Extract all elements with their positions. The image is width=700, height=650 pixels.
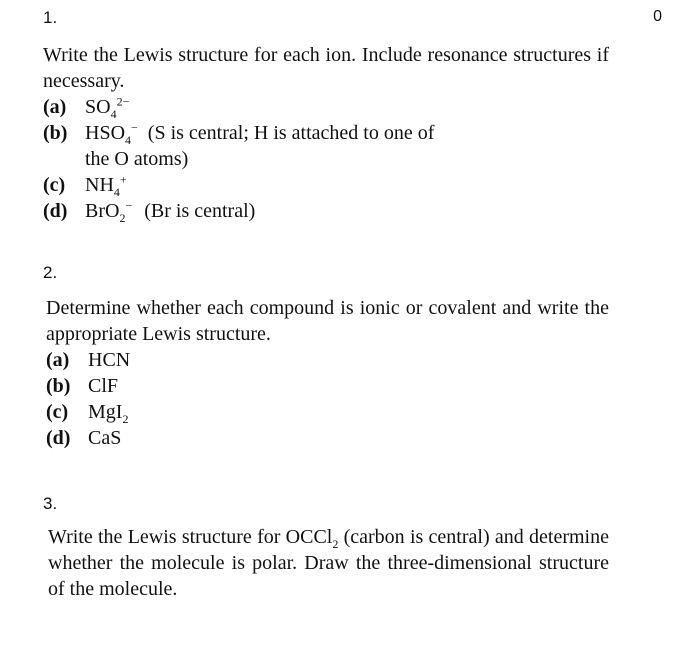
question-1-part-b-continuation: the O atoms) [85, 148, 189, 170]
part-note: (S is central; H is attached to one of [147, 122, 435, 144]
formula: $NH_4^+$ [85, 172, 127, 199]
question-1-part-b: (b) $HSO_4^-$ (S is central; H is attached to one of [43, 120, 435, 147]
question-2-part-c: (c) MgI$_2$ [46, 401, 129, 426]
question-1-number: 1. [43, 8, 58, 27]
formula: $HSO_4^-$ [85, 120, 138, 147]
question-1-part-a: (a) $SO_4^{2-}$ [43, 94, 130, 121]
question-2-number: 2. [43, 263, 58, 282]
question-2 [46, 295, 609, 451]
question-3 [48, 524, 609, 602]
question-1 [43, 42, 609, 224]
question-1-prompt: Write the Lewis structure for each ion. Include resonance structures if necessary. [43, 44, 609, 92]
question-1-part-d: (d) BrO$_2$− (Br is central) [43, 198, 256, 225]
question-2-part-d: (d) CaS [46, 427, 122, 449]
formula: BrO$_2$− [85, 198, 133, 225]
question-3-prompt: Write the Lewis structure for OCCl$_2$ (carbon is central) and determine whether the molecule is polar. Draw the three-dimensional structure of the molecule. [48, 526, 609, 600]
question-2-prompt: Determine whether each compound is ionic or covalent and write the appropriate Lewis structure. [46, 297, 609, 345]
formula: $SO_4^{2-}$ [85, 94, 130, 121]
question-3-number: 3. [43, 494, 58, 513]
formula: MgI$_2$ [88, 401, 129, 426]
formula: ClF [88, 375, 119, 397]
part-note: (Br is central) [144, 200, 256, 222]
question-1-part-c: (c) $NH_4^+$ [43, 172, 127, 199]
score-counter: 0 [653, 8, 662, 25]
formula: HCN [88, 349, 131, 371]
question-2-part-b: (b) ClF [46, 375, 119, 397]
question-2-part-a: (a) HCN [46, 349, 131, 371]
formula: CaS [88, 427, 122, 449]
